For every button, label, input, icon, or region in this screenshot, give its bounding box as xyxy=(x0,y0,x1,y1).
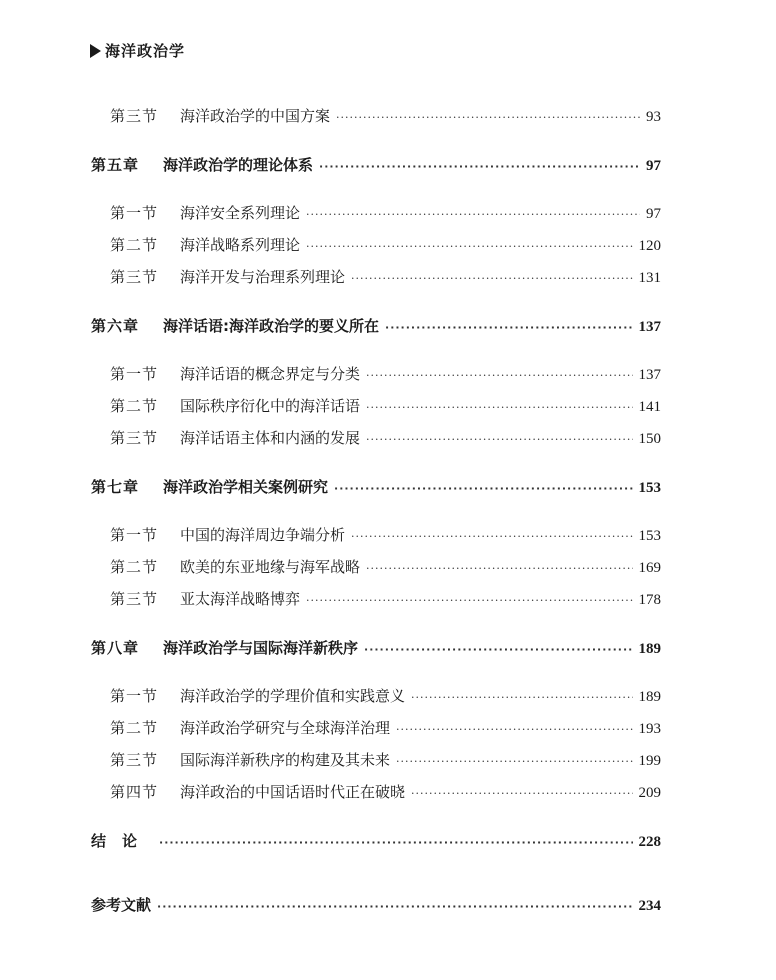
toc-section-entry[interactable] xyxy=(110,202,661,223)
toc-entry-page-number: 141 xyxy=(638,399,661,415)
toc-section-entry[interactable] xyxy=(110,685,661,706)
dot-leader xyxy=(306,240,632,253)
toc-entry-title: 海洋开发与治理系列理论 xyxy=(180,268,346,286)
toc-section-entry[interactable] xyxy=(110,524,661,545)
toc-entry-title: 海洋政治学相关案例研究 xyxy=(163,478,329,496)
toc-chapter-entry[interactable] xyxy=(91,637,661,658)
toc-entry-number: 第一节 xyxy=(110,365,159,383)
toc-entry-title: 国际秩序衍化中的海洋话语 xyxy=(180,397,361,415)
dot-leader xyxy=(411,787,632,800)
toc-entry-title: 海洋话语:海洋政治学的要义所在 xyxy=(163,317,380,335)
toc-section-entry[interactable] xyxy=(110,781,661,802)
toc-section-entry[interactable] xyxy=(110,266,661,287)
toc-entry-title: 海洋政治学的中国方案 xyxy=(180,107,331,125)
dot-leader xyxy=(351,272,632,285)
running-head-title: 海洋政治学 xyxy=(105,42,186,60)
toc-entry-number: 第一节 xyxy=(110,526,159,544)
toc-entry-page-number: 137 xyxy=(638,367,661,383)
toc-section-entry[interactable] xyxy=(110,588,661,609)
toc-chapter-entry[interactable] xyxy=(91,315,661,336)
toc-entry-number: 第三节 xyxy=(110,107,159,125)
toc-entry-title: 海洋政治学的学理价值和实践意义 xyxy=(180,687,406,705)
toc-section-entry[interactable] xyxy=(110,395,661,416)
toc-entry-number: 第二节 xyxy=(110,719,159,737)
toc-entry-number: 第三节 xyxy=(110,590,159,608)
dot-leader xyxy=(366,433,632,446)
toc-entry-page-number: 234 xyxy=(638,898,661,914)
toc-entry-page-number: 97 xyxy=(646,158,661,174)
dot-leader xyxy=(396,723,632,736)
toc-entry-page-number: 131 xyxy=(638,270,661,286)
toc-entry-title: 海洋政治学的理论体系 xyxy=(163,156,314,174)
toc-entry-page-number: 153 xyxy=(638,480,661,496)
toc-entry-title: 海洋政治的中国话语时代正在破晓 xyxy=(180,783,406,801)
dot-leader xyxy=(396,755,632,768)
toc-entry-page-number: 153 xyxy=(638,528,661,544)
toc-entry-page-number: 189 xyxy=(638,641,661,657)
toc-entry-page-number: 228 xyxy=(638,834,661,850)
toc-entry-number: 第一节 xyxy=(110,204,159,222)
toc-chapter-entry[interactable] xyxy=(91,154,661,175)
toc-entry-number: 第七章 xyxy=(91,478,140,496)
toc-entry-title: 欧美的东亚地缘与海军战略 xyxy=(180,558,361,576)
dot-leader xyxy=(364,643,632,656)
toc-entry-page-number: 209 xyxy=(638,785,661,801)
toc-entry-number: 第三节 xyxy=(110,268,159,286)
toc-entry-number: 第一节 xyxy=(110,687,159,705)
toc-entry-page-number: 199 xyxy=(638,753,661,769)
triangle-marker-icon xyxy=(90,44,101,58)
dot-leader xyxy=(366,401,632,414)
dot-leader xyxy=(306,594,632,607)
dot-leader xyxy=(366,369,632,382)
toc-entry-page-number: 178 xyxy=(638,592,661,608)
toc-section-entry[interactable] xyxy=(110,717,661,738)
dot-leader xyxy=(351,530,632,543)
toc-entry-title: 海洋政治学与国际海洋新秩序 xyxy=(163,639,359,657)
toc-entry-page-number: 97 xyxy=(646,206,661,222)
toc-entry-page-number: 169 xyxy=(638,560,661,576)
toc-entry-title: 国际海洋新秩序的构建及其未来 xyxy=(180,751,391,769)
toc-entry-title: 亚太海洋战略博弈 xyxy=(180,590,301,608)
toc-entry-number: 第二节 xyxy=(110,558,159,576)
dot-leader xyxy=(385,321,632,334)
dot-leader xyxy=(411,691,632,704)
toc-entry-number: 第六章 xyxy=(91,317,140,335)
dot-leader xyxy=(366,562,632,575)
toc-section-entry[interactable] xyxy=(110,234,661,255)
toc-chapter-entry[interactable] xyxy=(91,830,661,851)
toc-entry-title: 海洋战略系列理论 xyxy=(180,236,301,254)
toc-entry-number: 第二节 xyxy=(110,236,159,254)
dot-leader xyxy=(159,836,632,849)
toc-entry-title: 中国的海洋周边争端分析 xyxy=(180,526,346,544)
toc-entry-number: 第八章 xyxy=(91,639,140,657)
toc-entry-title: 海洋安全系列理论 xyxy=(180,204,301,222)
toc-section-entry[interactable] xyxy=(110,105,661,126)
toc-entry-number: 第二节 xyxy=(110,397,159,415)
dot-leader xyxy=(157,900,632,913)
toc-entry-page-number: 193 xyxy=(638,721,661,737)
toc-section-entry[interactable] xyxy=(110,749,661,770)
toc-entry-number: 第四节 xyxy=(110,783,159,801)
dot-leader xyxy=(334,482,632,495)
toc-section-entry[interactable] xyxy=(110,363,661,384)
toc-entry-page-number: 189 xyxy=(638,689,661,705)
toc-entry-number: 第五章 xyxy=(91,156,140,174)
running-head xyxy=(90,40,185,61)
toc-section-entry[interactable] xyxy=(110,427,661,448)
toc-chapter-entry[interactable] xyxy=(91,894,661,915)
toc-section-entry[interactable] xyxy=(110,556,661,577)
toc-entry-page-number: 93 xyxy=(646,109,661,125)
toc-entry-page-number: 137 xyxy=(638,319,661,335)
toc-entry-title: 结论 xyxy=(91,832,154,850)
dot-leader xyxy=(336,111,640,124)
toc-entry-page-number: 120 xyxy=(638,238,661,254)
toc-chapter-entry[interactable] xyxy=(91,476,661,497)
toc-entry-title: 参考文献 xyxy=(91,896,152,914)
dot-leader xyxy=(306,208,640,221)
toc-entry-number: 第三节 xyxy=(110,751,159,769)
toc-entry-title: 海洋政治学研究与全球海洋治理 xyxy=(180,719,391,737)
toc-entry-page-number: 150 xyxy=(638,431,661,447)
toc-entry-title: 海洋话语的概念界定与分类 xyxy=(180,365,361,383)
toc-entry-title: 海洋话语主体和内涵的发展 xyxy=(180,429,361,447)
toc-entry-number: 第三节 xyxy=(110,429,159,447)
dot-leader xyxy=(319,160,640,173)
